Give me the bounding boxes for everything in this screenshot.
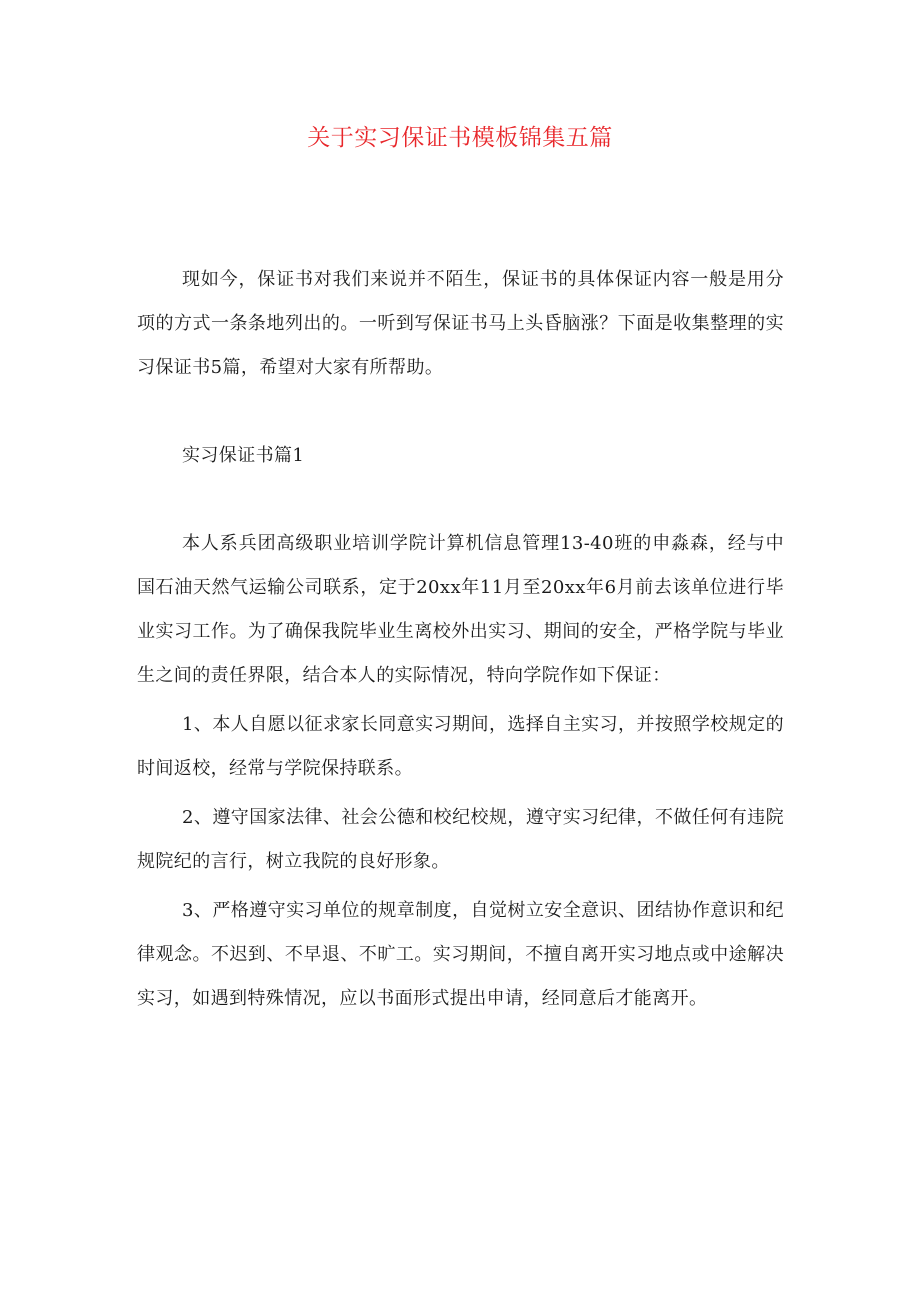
body-paragraph: 1、本人自愿以征求家长同意实习期间，选择自主实习，并按照学校规定的时间返校，经常与学院保持联系。 <box>137 714 784 779</box>
document-title: 关于实习保证书模板锦集五篇 <box>307 125 613 151</box>
document-body <box>137 258 784 1021</box>
section-heading: 实习保证书篇1 <box>182 445 305 466</box>
body-paragraph: 2、遵守国家法律、社会公德和校纪校规，遵守实习纪律，不做任何有违院规院纪的言行，树立我院的良好形象。 <box>137 807 784 872</box>
body-paragraph: 本人系兵团高级职业培训学院计算机信息管理13-40班的申淼森，经与中国石油天然气运输公司联系，定于20xx年11月至20xx年6月前去该单位进行毕业实习工作。为了确保我院毕业生离校外出实习、期间的安全，严格学院与毕业生之间的责任界限，结合本人的实际情况，特向学院作如下保证： <box>137 533 784 686</box>
body-paragraph: 3、严格遵守实习单位的规章制度，自觉树立安全意识、团结协作意识和纪律观念。不迟到、不早退、不旷工。实习期间，不擅自离开实习地点或中途解决实习，如遇到特殊情况，应以书面形式提出申请，经同意后才能离开。 <box>137 900 784 1009</box>
intro-paragraph: 现如今，保证书对我们来说并不陌生，保证书的具体保证内容一般是用分项的方式一条条地列出的。一听到写保证书马上头昏脑涨？下面是收集整理的实习保证书5篇，希望对大家有所帮助。 <box>137 269 784 378</box>
